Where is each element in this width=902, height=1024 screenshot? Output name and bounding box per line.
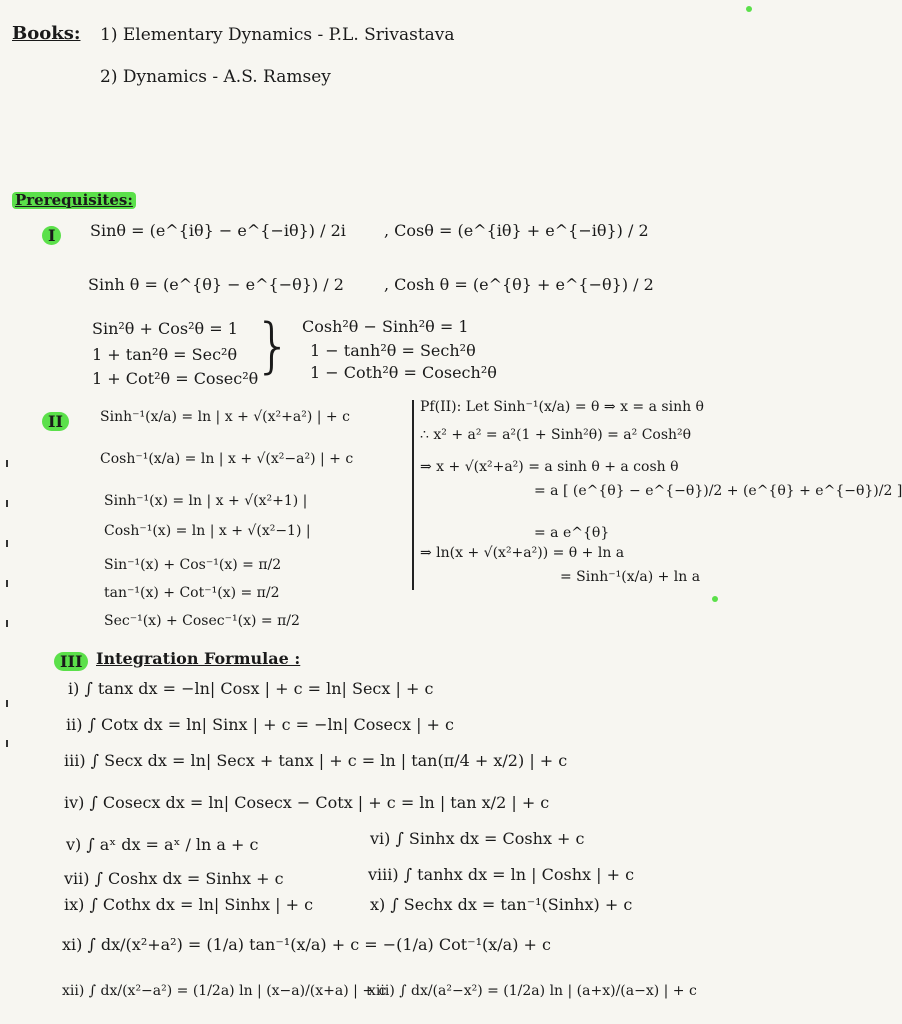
section-1-number: I — [42, 226, 61, 245]
edge-mark — [6, 500, 8, 507]
edge-mark — [6, 540, 8, 547]
cos-theta-formula: , Cosθ = (e^{iθ} + e^{−iθ}) / 2 — [384, 221, 649, 240]
proof-line-5: = a e^{θ} — [534, 525, 610, 541]
proof-line-2: ∴ x² + a² = a²(1 + Sinh²θ) = a² Cosh²θ — [420, 427, 692, 443]
edge-mark — [6, 740, 8, 747]
identity-right-1: Cosh²θ − Sinh²θ = 1 — [302, 317, 469, 336]
identity-right-3: 1 − Coth²θ = Cosech²θ — [310, 363, 497, 382]
integral-item-10: x) ∫ Sechx dx = tan⁻¹(Sinhx) + c — [370, 895, 633, 914]
integral-item-3: iii) ∫ Secx dx = ln| Secx + tanx | + c = ln | tan(π/4 + x/2) | + c — [64, 751, 568, 770]
proof-line-6: ⇒ ln(x + √(x²+a²)) = θ + ln a — [420, 545, 625, 561]
integral-item-2: ii) ∫ Cotx dx = ln| Sinx | + c = −ln| Cosecx | + c — [66, 715, 454, 734]
edge-mark — [6, 460, 8, 467]
proof-line-1: Pf(II): Let Sinh⁻¹(x/a) = θ ⇒ x = a sinh θ — [420, 399, 704, 415]
section-3-number: III — [54, 652, 88, 671]
proof-divider — [412, 400, 414, 590]
sinh-theta-formula: Sinh θ = (e^{θ} − e^{−θ}) / 2 — [88, 275, 344, 294]
integration-formulae-heading: Integration Formulae : — [96, 649, 301, 668]
integral-item-12: xii) ∫ dx/(x²−a²) = (1/2a) ln | (x−a)/(x+a) | + c — [62, 983, 387, 999]
edge-mark — [6, 620, 8, 627]
sec2-formula-4: Cosh⁻¹(x) = ln | x + √(x²−1) | — [104, 523, 311, 539]
proof-line-7: = Sinh⁻¹(x/a) + ln a — [560, 569, 701, 585]
curly-brace: } — [254, 311, 293, 381]
integral-item-11: xi) ∫ dx/(x²+a²) = (1/a) tan⁻¹(x/a) + c = −(1/a) Cot⁻¹(x/a) + c — [62, 935, 551, 954]
integral-item-5: v) ∫ aˣ dx = aˣ / ln a + c — [66, 835, 259, 854]
integral-item-7: vii) ∫ Coshx dx = Sinhx + c — [64, 869, 284, 888]
identity-right-2: 1 − tanh²θ = Sech²θ — [310, 341, 476, 360]
identity-left-2: 1 + tan²θ = Sec²θ — [92, 345, 238, 364]
integral-item-6: vi) ∫ Sinhx dx = Coshx + c — [370, 829, 585, 848]
sec2-formula-6: tan⁻¹(x) + Cot⁻¹(x) = π/2 — [104, 585, 280, 601]
book-2: 2) Dynamics - A.S. Ramsey — [100, 67, 331, 87]
integral-item-1: i) ∫ tanx dx = −ln| Cosx | + c = ln| Secx | + c — [68, 679, 434, 698]
proof-line-3: ⇒ x + √(x²+a²) = a sinh θ + a cosh θ — [420, 459, 679, 475]
books-heading: Books: — [12, 23, 81, 44]
identity-left-3: 1 + Cot²θ = Cosec²θ — [92, 369, 259, 388]
integral-item-8: viii) ∫ tanhx dx = ln | Coshx | + c — [368, 865, 635, 884]
section-2-number: II — [42, 412, 69, 431]
integral-item-4: iv) ∫ Cosecx dx = ln| Cosecx − Cotx | + c = ln | tan x/2 | + c — [64, 793, 550, 812]
sec2-formula-7: Sec⁻¹(x) + Cosec⁻¹(x) = π/2 — [104, 613, 300, 629]
identity-left-1: Sin²θ + Cos²θ = 1 — [92, 319, 238, 338]
edge-mark — [6, 580, 8, 587]
highlighter-speck — [712, 596, 718, 602]
sec2-formula-1: Sinh⁻¹(x/a) = ln | x + √(x²+a²) | + c — [100, 409, 350, 425]
edge-mark — [6, 700, 8, 707]
sec2-formula-3: Sinh⁻¹(x) = ln | x + √(x²+1) | — [104, 493, 308, 509]
cosh-theta-formula: , Cosh θ = (e^{θ} + e^{−θ}) / 2 — [384, 275, 654, 294]
integral-item-13: xiii) ∫ dx/(a²−x²) = (1/2a) ln | (a+x)/(a−x) | + c — [368, 983, 697, 999]
sec2-formula-5: Sin⁻¹(x) + Cos⁻¹(x) = π/2 — [104, 557, 282, 573]
sec2-formula-2: Cosh⁻¹(x/a) = ln | x + √(x²−a²) | + c — [100, 451, 354, 467]
highlighter-speck — [746, 6, 752, 12]
sin-theta-formula: Sinθ = (e^{iθ} − e^{−iθ}) / 2i — [90, 221, 346, 240]
proof-line-4: = a [ (e^{θ} − e^{−θ})/2 + (e^{θ} + e^{−θ})/2 ] — [534, 483, 902, 499]
integral-item-9: ix) ∫ Cothx dx = ln| Sinhx | + c — [64, 895, 314, 914]
book-1: 1) Elementary Dynamics - P.L. Srivastava — [100, 25, 455, 45]
prerequisites-heading: Prerequisites: — [12, 192, 136, 209]
